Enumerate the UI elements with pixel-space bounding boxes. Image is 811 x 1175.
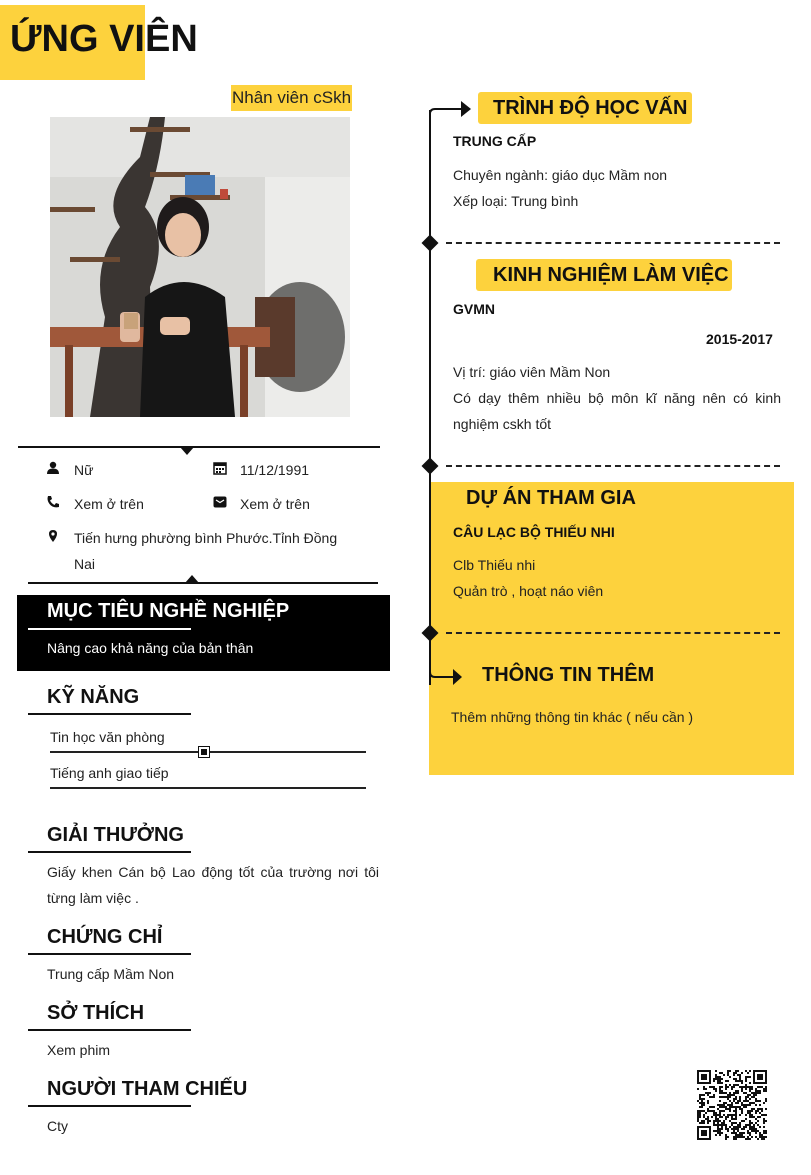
phone-value: Xem ở trên	[74, 496, 144, 512]
birthday-value: 11/12/1991	[240, 462, 310, 478]
objective-text: Nâng cao khả năng của bản thân	[47, 640, 254, 656]
certificates-text: Trung cấp Mầm Non	[47, 966, 175, 982]
experience-heading: KINH NGHIỆM LÀM VIỆC	[493, 264, 729, 286]
timeline-node	[422, 458, 439, 475]
experience-description: Có dạy thêm nhiều bộ môn kĩ năng nên có kinh nghiệm cskh tốt	[453, 390, 781, 432]
projects-name: CÂU LẠC BỘ THIẾU NHI	[453, 524, 615, 540]
timeline-node	[422, 235, 439, 252]
awards-heading: GIẢI THƯỞNG	[47, 824, 184, 846]
section-divider	[446, 465, 780, 467]
certificates-heading: CHỨNG CHỈ	[47, 926, 163, 948]
info-top-divider	[18, 446, 380, 448]
references-underline	[28, 1105, 191, 1107]
section-divider	[446, 632, 780, 634]
job-position: Nhân viên cSkh	[231, 85, 352, 111]
projects-heading: DỰ ÁN THAM GIA	[466, 487, 636, 509]
education-school: TRUNG CẤP	[453, 133, 537, 149]
extra-text: Thêm những thông tin khác ( nếu cần )	[451, 709, 694, 725]
timeline-line	[429, 110, 431, 685]
objective-underline	[28, 628, 191, 630]
info-bottom-divider	[28, 582, 378, 584]
education-heading: TRÌNH ĐỘ HỌC VẤN	[493, 97, 688, 119]
experience-company: GVMN	[453, 301, 495, 317]
skills-heading: KỸ NĂNG	[47, 686, 140, 708]
user-icon	[46, 461, 60, 475]
certificates-underline	[28, 953, 191, 955]
email-value: Xem ở trên	[240, 496, 310, 512]
hobbies-underline	[28, 1029, 191, 1031]
skill-bar	[50, 787, 366, 789]
qr-code[interactable]	[697, 1070, 767, 1140]
section-divider	[446, 242, 780, 244]
profile-photo	[50, 117, 350, 417]
address-line2: Nai	[74, 556, 96, 572]
calendar-icon	[213, 461, 227, 475]
page-title: ỨNG VIÊN	[10, 18, 198, 60]
hobbies-text: Xem phim	[47, 1042, 111, 1058]
gender-value: Nữ	[74, 462, 94, 478]
hobbies-heading: SỞ THÍCH	[47, 1002, 145, 1024]
references-heading: NGƯỜI THAM CHIẾU	[47, 1078, 248, 1100]
experience-role: Vị trí: giáo viên Mầm Non	[453, 364, 611, 380]
skill-name: Tiếng anh giao tiếp	[50, 765, 169, 781]
awards-underline	[28, 851, 191, 853]
email-icon	[213, 495, 227, 509]
projects-detail: Clb Thiếu nhi	[453, 557, 536, 573]
address-line1: Tiến hưng phường bình Phước.Tỉnh Đồng	[74, 530, 338, 546]
arrow-right-icon	[429, 96, 475, 124]
skills-underline	[28, 713, 191, 715]
education-rank: Xếp loại: Trung bình	[453, 193, 579, 209]
experience-period: 2015-2017	[706, 331, 773, 347]
awards-text: Giấy khen Cán bộ Lao động tốt của trường nơi tôi từng làm việc .	[47, 864, 379, 906]
references-text: Cty	[47, 1118, 68, 1134]
education-major: Chuyên ngành: giáo dục Mầm non	[453, 167, 668, 183]
skill-name: Tin học văn phòng	[50, 729, 165, 745]
extra-heading: THÔNG TIN THÊM	[482, 664, 655, 686]
objective-heading: MỤC TIÊU NGHỀ NGHIỆP	[47, 600, 290, 622]
skill-level-marker	[198, 746, 210, 758]
location-icon	[46, 529, 60, 543]
divider-arrow	[180, 447, 194, 455]
phone-icon	[46, 495, 60, 509]
projects-role: Quản trò , hoạt náo viên	[453, 583, 604, 599]
arrow-right-icon	[429, 650, 465, 690]
